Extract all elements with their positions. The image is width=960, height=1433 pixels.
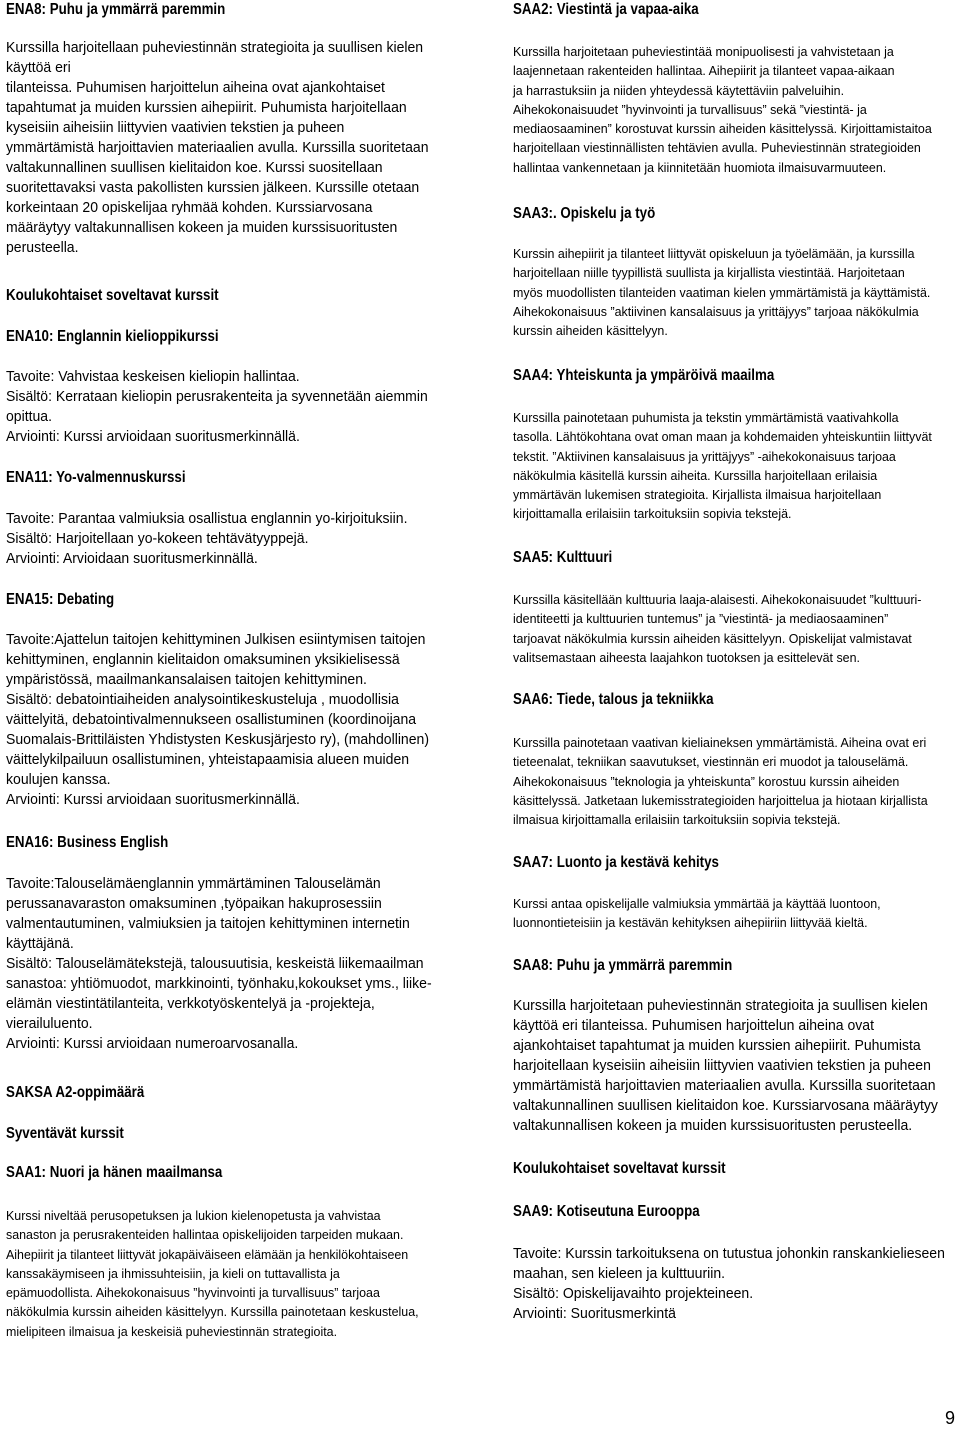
heading-koulukohtaiset: Koulukohtaiset soveltavat kurssit xyxy=(6,287,219,304)
paragraph-saa1: Kurssi niveltää perusopetuksen ja lukion kielenopetusta ja vahvistaa sanaston ja perusrakenteiden hallintaa opiskelijoiden tarpeiden mukaan. Aihepiirit ja tilanteet liittyvät jokapäiväiseen elämään ja henkilökohtaiseen kanssakäymiseen ja ihmissuhteisiin, ja kieli on tuttavallista ja epämuodollista. Aihekokonaisuus ”hyvinvointi ja turvallisuus” tarjoaa näkökulmia kurssin aiheiden käsittelyyn. Kurssilla painotetaan keskustelua, mielipiteen ilmaisua ja keskeisiä puheviestinnän strategioita. xyxy=(6,1208,419,1339)
heading-saa9: SAA9: Kotiseutuna Eurooppa xyxy=(513,1203,700,1220)
paragraph-saa4: Kurssilla painotetaan puhumista ja tekstin ymmärtämistä vaativahkolla tasolla. Lähtökohtana ovat oman maan ja kohdemaiden yhteiskuntiin liittyvät tekstit. ”Aktiivinen kansalaisuus ja yrittäjyys” -aihekokonaisuus tarjoaa näkökulmia käsitellä kurssin aiheita. Kurssilla harjoitellaan erilaisia ymmärtävän lukemisen strategioita. Kirjallista ilmaisua harjoitellaan kirjoittamalla erilaisiin tarkoituksiin sopivia tekstejä. xyxy=(513,410,932,522)
heading-saa2: SAA2: Viestintä ja vapaa-aika xyxy=(513,1,699,18)
heading-saa3: SAA3:. Opiskelu ja työ xyxy=(513,205,656,222)
heading-saa6: SAA6: Tiede, talous ja tekniikka xyxy=(513,691,714,708)
heading-syventavat: Syventävät kurssit xyxy=(6,1125,124,1142)
paragraph-saa6: Kurssilla painotetaan vaativan kieliaineksen ymmärtämistä. Aiheina ovat eri tieteenalat, tekniikan saavutukset, viestinnän eri muodot ja talouselämä. Aihekokonaisuus ”teknologia ja yhteiskunta” korostuu kurssin aiheiden käsittelyssä. Jatketaan lukemisstrategioiden harjoittelua ja hiotaan kirjallista ilmaisua kirjoittamalla erilaisiin tarkoituksiin sopivia tekstejä. xyxy=(513,735,928,828)
heading-ena11: ENA11: Yo-valmennuskurssi xyxy=(6,469,186,486)
paragraph-ena11: Tavoite: Parantaa valmiuksia osallistua englannin yo-kirjoituksiin. Sisältö: Harjoitellaan yo-kokeen tehtävätyyppejä. Arviointi: Arvioidaan suoritusmerkinnällä. xyxy=(6,510,408,567)
heading-saa5: SAA5: Kulttuuri xyxy=(513,549,613,566)
heading-saa7: SAA7: Luonto ja kestävä kehitys xyxy=(513,854,719,871)
paragraph-ena15: Tavoite:Ajattelun taitojen kehittyminen Julkisen esiintymisen taitojen kehittyminen, englannin kielitaidon omaksuminen yksikielisessä ympäristössä, maailmankansalaisen taitojen kehittyminen. Sisältö: debatointiaiheiden analysointikeskusteluja , muodollisia väittelyitä, debatointivalmennukseen osallistuminen (koordinoijana Suomalais-Brittiläisten Yhdistysten Keskusjärjesto ry), (mahdollinen) väittelykilpailuun osallistuminen, yhteistapaamisia alueen muiden koulujen kanssa. Arviointi: Kurssi arvioidaan suoritusmerkinnällä. xyxy=(6,631,430,808)
paragraph-saa7: Kurssi antaa opiskelijalle valmiuksia ymmärtää ja käyttää luontoon, luonnontieteisiin ja kestävän kehityksen aihepiiriin liittyvää kieltä. xyxy=(513,896,881,931)
paragraph-saa5: Kurssilla käsitellään kulttuuria laaja-alaisesti. Aihekokonaisuudet ”kulttuuri- identiteetti ja kulttuurien tuntemus” ja ”viestintä- ja mediaosaaminen” tarjoavat näkökulmia kurssin aiheiden käsittelyyn. Opiskelijat valmistavat valitsemastaan aiheesta laajahkon tuotoksen ja esittelevät sen. xyxy=(513,592,922,665)
heading-ena16: ENA16: Business English xyxy=(6,834,169,851)
heading-saa1: SAA1: Nuori ja hänen maailmansa xyxy=(6,1164,223,1181)
heading-saa4: SAA4: Yhteiskunta ja ympäröivä maailma xyxy=(513,367,775,384)
heading-saa8: SAA8: Puhu ja ymmärrä paremmin xyxy=(513,957,733,974)
paragraph-saa9: Tavoite: Kurssin tarkoituksena on tutustua johonkin ranskankielieseen maahan, sen kieleen ja kulttuuriin. Sisältö: Opiskelijavaihto projekteineen. Arviointi: Suoritusmerkintä xyxy=(513,1245,945,1322)
heading-koulukohtaiset-saa: Koulukohtaiset soveltavat kurssit xyxy=(513,1160,726,1177)
paragraph-ena8: Kurssilla harjoitellaan puheviestinnän strategioita ja suullisen kielen käyttöä eri tilanteissa. Puhumisen harjoittelun aiheina ovat ajankohtaiset tapahtumat ja muiden kurssien aihepiirit. Puhumista harjoitellaan kyseisiin aiheisiin liittyvien vaativien tekstien ja puheen ymmärtämistä harjoittavien materiaalien avulla. Kurssilla suoritetaan valtakunnallinen suullisen kielitaidon koe. Kurssi suositellaan suoritettavaksi vasta pakollisten kurssien jälkeen. Kurssille otetaan korkeintaan 20 opiskelijaa ryhmää kohden. Kurssiarvosana määräytyy valtakunnallisen kokeen ja muiden kurssisuoritusten perusteella. xyxy=(6,39,429,256)
page-number: 9 xyxy=(945,1408,956,1428)
paragraph-ena10: Tavoite: Vahvistaa keskeisen kieliopin hallintaa. Sisältö: Kerrataan kieliopin perusrakenteita ja syvennetään aiemmin opittua. Arviointi: Kurssi arvioidaan suoritusmerkinnällä. xyxy=(6,368,428,445)
paragraph-saa2: Kurssilla harjoitetaan puheviestintää monipuolisesti ja vahvistetaan ja laajennetaan rakenteiden hallintaa. Aihepiirit ja tilanteet vapaa-aikaan ja harrastuksiin ja niiden yhteydessä käytettäviin palveluihin. Aihekokonaisuudet ”hyvinvointi ja turvallisuus” sekä ”viestintä- ja mediaosaaminen” korostuvat kurssin aiheiden käsittelyssä. Kirjoittamistaitoa harjoitellaan viestinnällisten tehtävien avulla. Puheviestinnän strategioiden hallintaa vankennetaan ja kiinnitetään huomiota ilmaisuvarmuuteen. xyxy=(513,44,932,175)
paragraph-saa8: Kurssilla harjoitetaan puheviestinnän strategioita ja suullisen kielen käyttöä eri tilanteissa. Puhumisen harjoittelun aiheina ovat ajankohtaiset tapahtumat ja muiden kurssien aihepiirit. Puhumista harjoitellaan kyseisiin aiheisiin liittyvien vaativien tekstien ja puheen ymmärtämistä harjoittavien materiaalien avulla. Kurssilla suoritetaan valtakunnallinen suullisen kielitaidon koe. Kurssiarvosana määräytyy valtakunnallisen kokeen ja muiden kurssisuoritusten perusteella. xyxy=(513,997,938,1134)
heading-ena15: ENA15: Debating xyxy=(6,591,115,608)
paragraph-ena16: Tavoite:Talouselämäenglannin ymmärtäminen Talouselämän perussanavaraston omaksuminen ,työpaikan hakuprosessiin valmentautuminen, valmiuksien ja taitojen kehittyminen internetin käyttäjänä. Sisältö: Talouselämätekstejä, talousuutisia, keskeistä liikemaailman sanastoa: yhtiömuodot, markkinointi, työnhaku,kokoukset yms., liike- elämän viestintätilanteita, verkkotyöskentelyä ja -projekteja, vierailuluento. Arviointi: Kurssi arvioidaan numeroarvosanalla. xyxy=(6,875,432,1052)
paragraph-saa3: Kurssin aihepiirit ja tilanteet liittyvät opiskeluun ja työelämään, ja kurssilla harjoitellaan niille tyypillistä suullista ja kirjallista viestintää. Harjoitetaan myös muodollisten tilanteiden vaatiman kielen ymmärtämistä ja käyttämistä. Aihekokonaisuus ”aktiivinen kansalaisuus ja yrittäjyys” tarjoaa näkökulmia kurssin aiheiden käsittelyyn. xyxy=(513,246,931,339)
heading-ena10: ENA10: Englannin kielioppikurssi xyxy=(6,328,219,345)
heading-saksa-a2: SAKSA A2-oppimäärä xyxy=(6,1084,145,1101)
heading-ena8: ENA8: Puhu ja ymmärrä paremmin xyxy=(6,1,226,18)
